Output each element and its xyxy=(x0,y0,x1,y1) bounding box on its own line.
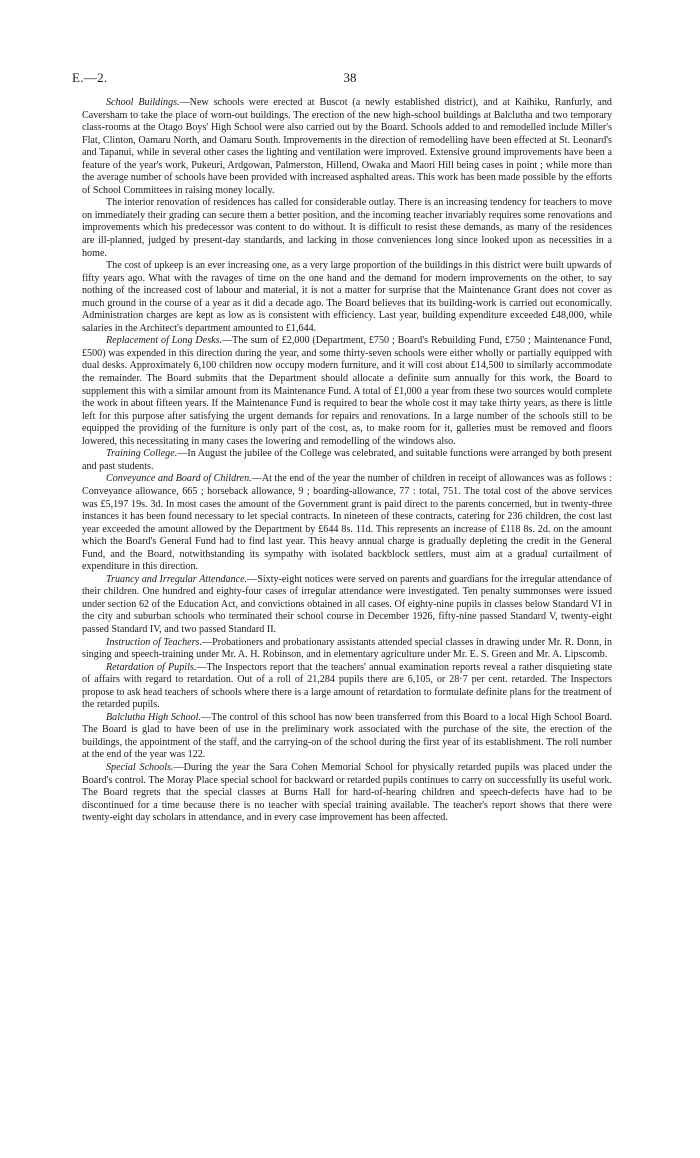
paragraph-balclutha xyxy=(82,712,612,762)
paragraph-text: —Sixty-eight notices were served on parents and guardians for the irregular attendance of their children. One hundred and eighty-four cases of irregular attendance were investigated. Ten penalty summonses were issued under section 62 of the Education Act, and convictions obtained in all cases. Of eighty-nine pupils in classes below Standard VI in the city and suburban schools who terminated their school course in December 1926, fifty-nine passed Standard V, twenty-eight passed Standard IV, and two passed Standard II. xyxy=(82,573,612,635)
paragraph-text: —The Inspectors report that the teachers' annual examination reports reveal a rather disquieting state of affairs with regard to retardation. Out of a roll of 21,284 pupils there are 6,105, or 28·7 per cent. retarded. The Inspectors propose to ask head teachers of schools where there is a large amount of retardation to formulate definite plans for the treatment of the retarded pupils. xyxy=(82,661,612,711)
page-number: 38 xyxy=(343,70,357,85)
paragraph-heading: Truancy and Irregular Attendance. xyxy=(106,573,248,585)
paragraph-heading: School Buildings. xyxy=(106,97,180,108)
paragraph-text: —During the year the Sara Cohen Memorial School for physically retarded pupils was placed under the Board's control. The Moray Place special school for backward or retarded pupils continues to carry on successfully its useful work. The Board regrets that the special classes at Burns Hall for hard-of-hearing children and speech-defects have had to be discontinued for a time because there is no teacher with special training available. The teacher's report shows that there were twenty-eight day scholars in attendance, and in every case improvement has been affected. xyxy=(82,761,612,824)
paragraph-heading: Replacement of Long Desks. xyxy=(106,335,223,347)
paragraph-instruction-teachers xyxy=(82,637,612,662)
paragraph-retardation xyxy=(82,662,612,712)
paragraph-heading: Balclutha High School. xyxy=(106,711,202,723)
paragraph-heading: Instruction of Teachers. xyxy=(106,636,202,648)
paragraph-school-buildings xyxy=(82,97,612,197)
paragraph-special-schools xyxy=(82,762,612,825)
paragraph-text: —Probationers and probationary assistants attended special classes in drawing under Mr. R. Donn, in singing and speech-training under Mr. A. H. Robinson, and in elementary agriculture under Mr. E. S. Green and Mr. A. Lipscomb. xyxy=(82,636,612,661)
body-text xyxy=(82,97,612,825)
page-header xyxy=(72,70,628,90)
paragraph-residences xyxy=(82,197,612,260)
paragraph-conveyance xyxy=(82,473,612,573)
paragraph-text: —The sum of £2,000 (Department, £750 ; Board's Rebuilding Fund, £750 ; Maintenance Fund, £500) was expended in this direction during the year, and some thirty-seven schools were either wholly or partially equipped with dual desks. Approximately 6,100 children now occupy modern furniture, and it will cost about £14,500 to similarly accommodate the remainder. The Board submits that the Department should allocate a definite sum annually for this work, the Board to supplement this with a similar amount from its Maintenance Fund. A total of £1,000 a year from these two sources would complete the work in about fifteen years. If the Maintenance Fund is required to bear the whole cost it may take thirty years, as there is little left for this purpose after satisfying the urgent demands for repairs and renovations. In a large number of the schools still to be equipped the providing of the furniture is only part of the cost, as, to make room for it, galleries must be removed and floors lowered, this necessitating in many cases the lowering and remodelling of the windows also. xyxy=(82,335,612,447)
paragraph-long-desks xyxy=(82,335,612,448)
paragraph-truancy xyxy=(82,574,612,637)
document-reference: E.—2. xyxy=(72,70,108,85)
paragraph-text: The interior renovation of residences has called for considerable outlay. There is an increasing tendency for teachers to move on immediately their grading can secure them a better position, and the incoming teacher invariably requires some renovations and improvements which his predecessor was content to do without. It is difficult to resist these demands, as many of the residences are ill-planned, judged by present-day standards, and lacking in those conveniences long since looked upon as necessities in a home. xyxy=(82,197,612,259)
paragraph-heading: Training College. xyxy=(106,448,178,460)
paragraph-text: —At the end of the year the number of children in receipt of allowances was as follows : Conveyance allowance, 665 ; horseback allowance, 9 ; boarding-allowance, 77 : total, 751. The total cost of the above services was £5,197 19s. 3d. In most cases the amount of the Government grant is paid direct to the parents concerned, but in twenty-three instances it has been found necessary to let special contracts. In nineteen of these contracts, catering for 236 children, the cost last year exceeded the amount allowed by the Department by £644 8s. 11d. This represents an increase of £118 8s. 2d. on the amount which the Board's General Fund had to find last year. This heavy annual charge is gradually depleting the credit in the General Fund, and the Board, notwithstanding its sympathy with isolated backblock settlers, must aim at a gradual curtailment of expenditure in this direction. xyxy=(82,473,612,573)
paragraph-text: —New schools were erected at Buscot (a newly established district), and at Kaihiku, Ranfurly, and Caversham to take the place of worn-out buildings. The erection of the new high-school buildings at Balclutha and two temporary class-rooms at the Otago Boys' High School were also carried out by the Board. Schools added to and remodelled include Miller's Flat, Clinton, Oamaru North, and Oamaru South. Improvements in the direction of remodelling have been effected at St. Leonard's and Tapanui, while in several other cases the lighting and ventilation were improved. Extensive ground improvements have been a feature of the year's work, Pukeuri, Ardgowan, Palmerston, Hillend, Owaka and Maori Hill being cases in point ; while more than the average number of schools have been provided with increased asphalted areas. This work has been made possible by the efforts of School Committees in raising money locally. xyxy=(82,97,612,196)
paragraph-training-college xyxy=(82,448,612,473)
paragraph-text: —In August the jubilee of the College was celebrated, and suitable functions were arranged by both present and past students. xyxy=(82,448,612,472)
paragraph-heading: Special Schools. xyxy=(106,761,174,773)
paragraph-heading: Retardation of Pupils. xyxy=(106,661,197,673)
paragraph-text: —The control of this school has now been transferred from this Board to a local High School Board. The Board is glad to have been of use in the preliminary work associated with the purchase of the site, the erection of the buildings, the appointment of the staff, and the carrying-on of the school during the first year of its establishment. The roll number at the end of the year was 122. xyxy=(82,711,612,761)
paragraph-upkeep xyxy=(82,260,612,335)
paragraph-text: The cost of upkeep is an ever increasing one, as a very large proportion of the buildings in this district were built upwards of fifty years ago. What with the ravages of time on the one hand and the demand for modern improvements on the other, to say nothing of the increased cost of labour and material, it is not a matter for surprise that the Maintenance Grant does not cover as much ground in the course of a year as it did a decade ago. The Board believes that its building-work is carried out economically. Administration charges are kept as low as is consistent with efficiency. Last year, building expenditure exceeded £48,000, while salaries in the Architect's department amounted to £1,644. xyxy=(82,260,612,334)
paragraph-heading: Conveyance and Board of Children. xyxy=(106,473,252,485)
